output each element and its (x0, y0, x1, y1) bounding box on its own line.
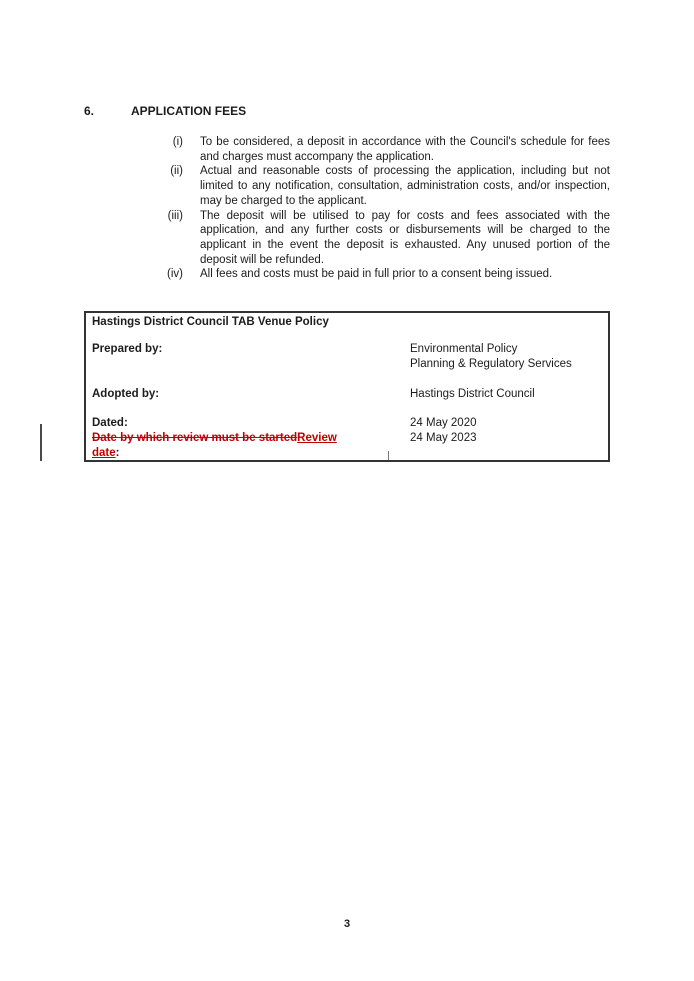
dated-label: Dated: (92, 417, 128, 429)
page-number: 3 (343, 918, 351, 930)
prepared-by-value-line2: Planning & Regulatory Services (410, 358, 572, 370)
table-row (92, 342, 602, 372)
section-heading (84, 104, 610, 119)
dated-value: 24 May 2020 (410, 417, 477, 429)
list-item-text: To be considered, a deposit in accordance with the Council's schedule for fees and charges must accompany the application. (200, 136, 610, 163)
review-inserted-text-line1: Review (297, 432, 337, 444)
list-item-text: All fees and costs must be paid in full prior to a consent being issued. (200, 268, 553, 281)
dated-review-labels (92, 416, 410, 461)
table-row (92, 416, 602, 461)
adopted-by-value: Hastings District Council (410, 388, 535, 400)
review-colon: : (115, 447, 120, 459)
list-item (84, 209, 610, 268)
dated-review-values (410, 416, 602, 461)
prepared-by-value (410, 342, 602, 372)
change-bar (40, 424, 42, 461)
list-item-marker: (ii) (170, 165, 183, 178)
table-row (92, 387, 602, 402)
list-item (84, 135, 610, 164)
list-item (84, 164, 610, 208)
prepared-by-label: Prepared by: (92, 343, 163, 355)
list-item-marker: (iv) (167, 268, 183, 281)
table-spacer (92, 330, 602, 342)
fees-list (84, 135, 610, 282)
section-title: APPLICATION FEES (131, 104, 247, 118)
prepared-by-value-line1: Environmental Policy (410, 343, 518, 355)
list-item-text: The deposit will be utilised to pay for costs and fees associated with the application, and any further costs or disbursements will be charged to the applicant in the event the deposit is exhausted. Any unused portion of the deposit will be refunded. (200, 209, 610, 266)
section-number: 6. (84, 104, 95, 118)
review-date-value: 24 May 2023 (410, 432, 477, 444)
table-column-divider (388, 451, 389, 460)
table-spacer (92, 372, 602, 387)
table-spacer (92, 402, 602, 416)
review-inserted-text-line2: date (92, 447, 116, 459)
list-item-marker: (i) (172, 136, 183, 148)
list-item (84, 267, 610, 282)
review-deleted-text: Date by which review must be started (92, 432, 298, 444)
list-item-marker: (iii) (167, 209, 183, 222)
list-item-text: Actual and reasonable costs of processing the application, including but not limited to any notification, consultation, administration costs, and/or inspection, may be charged to the applicant. (200, 165, 610, 207)
policy-info-table (84, 311, 610, 462)
adopted-by-label: Adopted by: (92, 388, 160, 400)
table-title: Hastings District Council TAB Venue Policy (92, 316, 329, 328)
